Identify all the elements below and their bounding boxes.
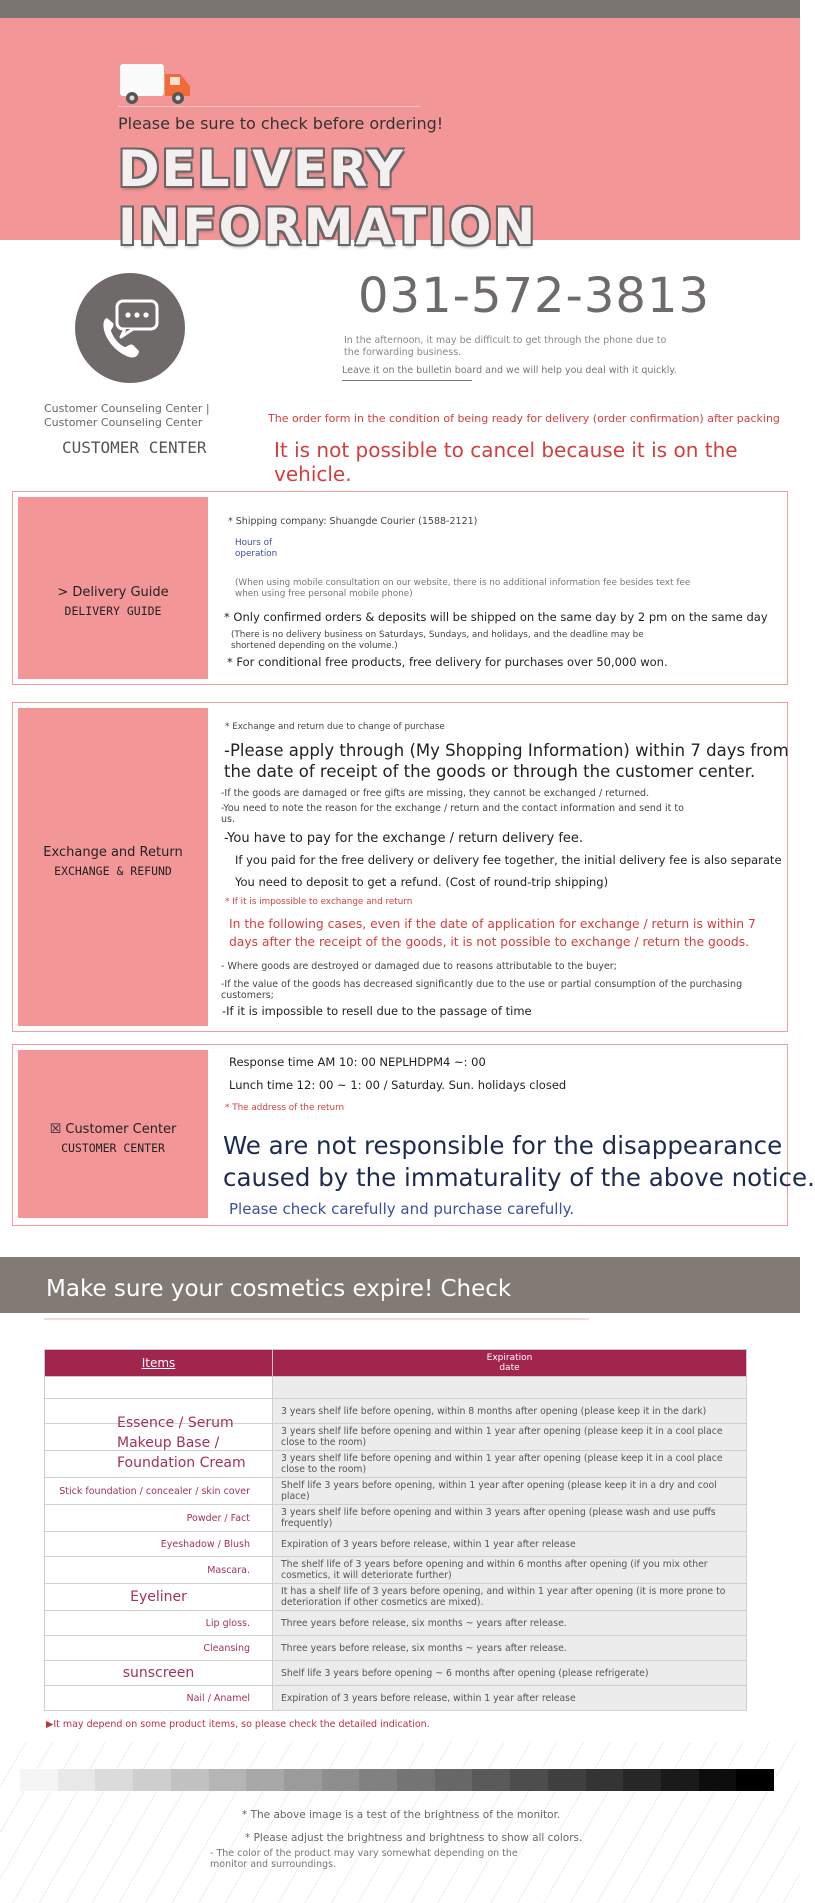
expiration-table <box>44 1349 747 1711</box>
delivery-guide-side <box>18 497 208 679</box>
check-carefully: Please check carefully and purchase carefully. <box>229 1200 575 1218</box>
monitor-note-3: - The color of the product may vary somewhat depending on the monitor and surroundings. <box>210 1848 518 1870</box>
cell-item: Mascara. <box>45 1557 273 1584</box>
cell-expiration: Expiration of 3 years before release, within 1 year after release <box>273 1686 747 1711</box>
brightness-swatch <box>171 1769 209 1791</box>
reason-note-1: -You need to note the reason for the exchange / return and the contact information and send it to <box>221 803 684 814</box>
top-bar <box>0 0 800 18</box>
group-labels <box>117 1413 246 1473</box>
return-address: * The address of the return <box>225 1103 345 1113</box>
value-note-1: -If the value of the goods has decreased significantly due to the use or partial consumption of the purchasing <box>221 979 743 990</box>
table-row <box>45 1505 747 1532</box>
page-title: DELIVERY INFORMATION <box>118 140 538 256</box>
cell-expiration: Shelf life 3 years before opening ~ 6 months after opening (please refrigerate) <box>273 1661 747 1686</box>
cell-expiration: Expiration of 3 years before release, within 1 year after release <box>273 1532 747 1557</box>
cell-expiration: 3 years shelf life before opening and within 1 year after opening (please keep it in a cool place close to the room) <box>273 1451 747 1478</box>
missing-note: -If the goods are damaged or free gifts are missing, they cannot be exchanged / returned. <box>221 788 650 799</box>
mobile-note-1: (When using mobile consultation on our website, there is no additional information fee besides text fee <box>235 578 691 588</box>
brightness-swatch <box>95 1769 133 1791</box>
order-note: The order form in the condition of being ready for delivery (order confirmation) after packing <box>268 412 780 425</box>
brightness-swatch <box>209 1769 247 1791</box>
group-label-makeup-base: Makeup Base / <box>117 1435 220 1451</box>
exchange-subtitle: EXCHANGE & REFUND <box>54 864 172 878</box>
delivery-truck-icon <box>118 62 192 106</box>
table-header-row <box>45 1350 747 1377</box>
exchange-box <box>12 702 788 1032</box>
cell-expiration: The shelf life of 3 years before opening and within 6 months after opening (if you mix other cosmetics, it will deteriorate further) <box>273 1557 747 1584</box>
impossible-title: * If it is impossible to exchange and return <box>225 897 413 907</box>
bulletin-underline <box>342 380 472 381</box>
cancel-note: It is not possible to cancel because it is on the vehicle. <box>274 438 738 486</box>
group-label-essence: Essence / Serum <box>117 1415 234 1431</box>
exchange-reason: * Exchange and return due to change of purchase <box>225 722 445 732</box>
value-note-2: customers; <box>221 990 274 1001</box>
destroyed-note: - Where goods are destroyed or damaged due to reasons attributable to the buyer; <box>221 961 617 972</box>
cell-expiration <box>273 1377 747 1399</box>
apply-note-2: the date of receipt of the goods or through the customer center. <box>224 762 756 781</box>
cell-item <box>45 1377 273 1399</box>
apply-note-1: -Please apply through (My Shopping Information) within 7 days from <box>224 741 789 760</box>
deposit-note: You need to deposit to get a refund. (Cost of round-trip shipping) <box>235 875 609 889</box>
cell-expiration: 3 years shelf life before opening and within 3 years after opening (please wash and use puffs frequently) <box>273 1505 747 1532</box>
cell-item: Lip gloss. <box>45 1611 273 1636</box>
monitor-note-1: * The above image is a test of the brightness of the monitor. <box>242 1809 561 1821</box>
delivery-guide-box <box>12 491 788 685</box>
brightness-swatch <box>623 1769 661 1791</box>
cosmetics-note-text: It may depend on some product items, so please check the detailed indication. <box>53 1719 430 1730</box>
brightness-swatch <box>284 1769 322 1791</box>
phone-chat-icon <box>75 273 185 383</box>
response-time: Response time AM 10: 00 NEPLHDPM4 ~: 00 <box>229 1055 486 1069</box>
cell-expiration: It has a shelf life of 3 years before opening, and within 1 year after opening (it is more prone to deterioration if other cosmetics are mixed). <box>273 1584 747 1611</box>
bulletin-note: Leave it on the bulletin board and we will help you deal with it quickly. <box>342 365 677 376</box>
exchange-side <box>18 708 208 1026</box>
cell-expiration: Three years before release, six months ~ years after release. <box>273 1611 747 1636</box>
cell-expiration: Three years before release, six months ~ years after release. <box>273 1636 747 1661</box>
following-cases-1: In the following cases, even if the date of application for exchange / return is within 7 <box>229 917 756 931</box>
cell-expiration: 3 years shelf life before opening and within 1 year after opening (please keep it in a cool place close to the room) <box>273 1424 747 1451</box>
customer-center-title: ☒ Customer Center <box>49 1122 177 1137</box>
hero-subtitle: Please be sure to check before ordering! <box>118 114 444 133</box>
customer-center-box <box>12 1044 815 1226</box>
brightness-swatch <box>510 1769 548 1791</box>
table-row <box>45 1377 747 1399</box>
header-expiration <box>273 1350 747 1377</box>
phone-note: In the afternoon, it may be difficult to get through the phone due to the forwarding business. <box>344 335 667 358</box>
delivery-guide-subtitle: DELIVERY GUIDE <box>64 604 162 618</box>
cell-expiration: Shelf life 3 years before opening, within 1 year after opening (please keep it in a dry and cool place) <box>273 1478 747 1505</box>
brightness-swatch <box>58 1769 96 1791</box>
cell-item: Stick foundation / concealer / skin cover <box>45 1478 273 1505</box>
table-row <box>45 1557 747 1584</box>
group-label-foundation: Foundation Cream <box>117 1455 246 1471</box>
exchange-title: Exchange and Return <box>43 845 183 860</box>
reason-note-2: us. <box>221 814 235 825</box>
cell-item: Powder / Fact <box>45 1505 273 1532</box>
brightness-swatch <box>359 1769 397 1791</box>
free-paid-note: If you paid for the free delivery or delivery fee together, the initial delivery fee is also separate <box>235 853 782 867</box>
header-items: Items <box>45 1350 273 1377</box>
table-row <box>45 1532 747 1557</box>
brightness-swatch <box>699 1769 737 1791</box>
brightness-swatch <box>435 1769 473 1791</box>
customer-center-label: CUSTOMER CENTER <box>62 438 207 457</box>
brightness-swatch <box>322 1769 360 1791</box>
brightness-swatch <box>133 1769 171 1791</box>
delivery-guide-title: > Delivery Guide <box>57 585 169 600</box>
no-business-note-1: (There is no delivery business on Saturdays, Sundays, and holidays, and the deadline may be <box>231 630 644 640</box>
cell-expiration: 3 years shelf life before opening, within 8 months after opening (please keep it in the dark) <box>273 1399 747 1424</box>
customer-center-subtitle: CUSTOMER CENTER <box>61 1141 165 1155</box>
cell-item: Nail / Anamel <box>45 1686 273 1711</box>
cell-item: sunscreen <box>45 1661 273 1686</box>
disclaimer-line-1: We are not responsible for the disappearance <box>223 1131 783 1160</box>
header-expiration-label: Expiration date <box>486 1353 533 1373</box>
brightness-swatch <box>586 1769 624 1791</box>
cell-item: Eyeliner <box>45 1584 273 1611</box>
brightness-swatch <box>548 1769 586 1791</box>
free-delivery-note: * For conditional free products, free delivery for purchases over 50,000 won. <box>227 655 668 669</box>
pay-fee-note: -You have to pay for the exchange / return delivery fee. <box>224 831 584 846</box>
phone-number: 031-572-3813 <box>358 268 711 324</box>
hours-label: Hours of operation <box>235 538 278 559</box>
table-row <box>45 1611 747 1636</box>
brightness-swatch <box>736 1769 774 1791</box>
shipping-company: * Shipping company: Shuangde Courier (1588-2121) <box>228 516 478 527</box>
table-row <box>45 1478 747 1505</box>
cosmetics-divider <box>44 1318 589 1320</box>
lunch-time: Lunch time 12: 00 ~ 1: 00 / Saturday. Sun. holidays closed <box>229 1078 567 1092</box>
brightness-scale <box>20 1769 774 1791</box>
brightness-swatch <box>20 1769 58 1791</box>
monitor-note-2: * Please adjust the brightness and brightness to show all colors. <box>245 1832 583 1844</box>
table-row <box>45 1636 747 1661</box>
same-day-shipping: * Only confirmed orders & deposits will be shipped on the same day by 2 pm on the same day <box>224 610 768 624</box>
mobile-note-2: when using free personal mobile phone) <box>235 589 413 599</box>
disclaimer-line-2: caused by the immaturality of the above notice. <box>223 1163 815 1192</box>
resell-note: -If it is impossible to resell due to the passage of time <box>222 1004 532 1018</box>
monitor-section <box>0 1742 800 1903</box>
play-arrow-icon: ▶ <box>46 1719 54 1730</box>
cosmetics-title: Make sure your cosmetics expire! Check <box>46 1276 512 1302</box>
counseling-center-name: Customer Counseling Center | Customer Counseling Center <box>44 402 210 429</box>
customer-center-side <box>18 1050 208 1218</box>
following-cases-2: days after the receipt of the goods, it is not possible to exchange / return the goods. <box>229 935 750 949</box>
brightness-swatch <box>661 1769 699 1791</box>
brightness-swatch <box>246 1769 284 1791</box>
hero-divider <box>118 106 420 107</box>
cell-item: Eyeshadow / Blush <box>45 1532 273 1557</box>
table-row <box>45 1686 747 1711</box>
table-row <box>45 1661 747 1686</box>
cell-item: Cleansing <box>45 1636 273 1661</box>
cosmetics-note <box>46 1719 430 1730</box>
brightness-swatch <box>472 1769 510 1791</box>
table-row <box>45 1584 747 1611</box>
no-business-note-2: shortened depending on the volume.) <box>231 641 398 651</box>
brightness-swatch <box>397 1769 435 1791</box>
